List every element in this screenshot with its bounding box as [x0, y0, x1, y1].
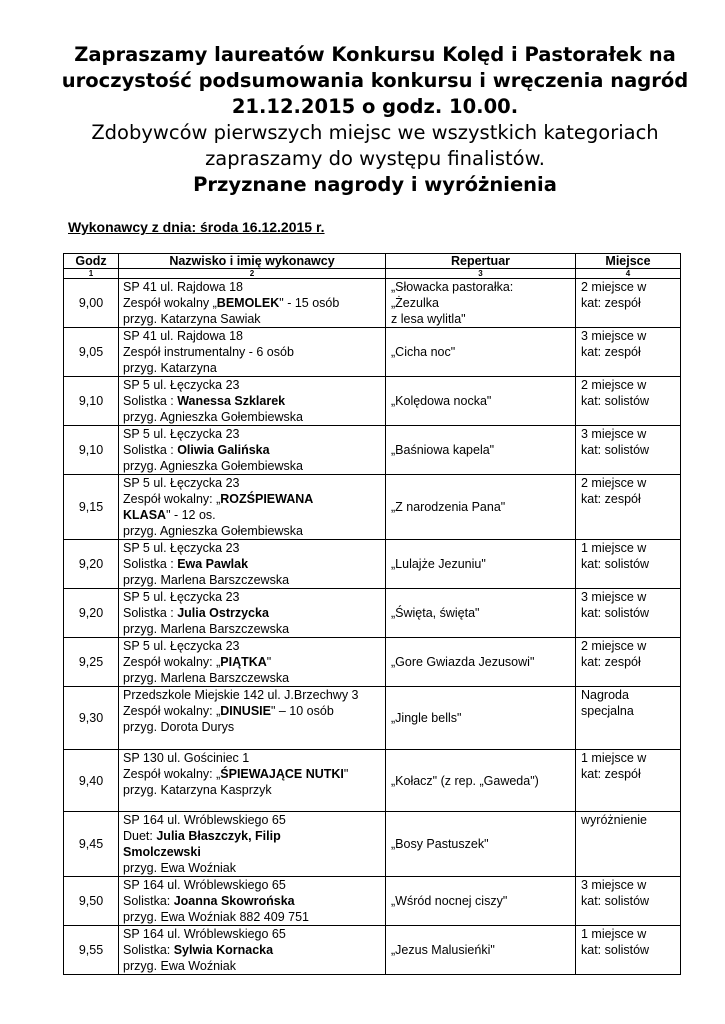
- performer-cell: [119, 926, 386, 975]
- school-address: SP 5 ul. Łęczycka 23: [123, 476, 240, 490]
- header-line-1: Zapraszamy laureatów Konkursu Kolęd i Pastorałek na: [74, 43, 676, 66]
- time-cell: 9,00: [64, 279, 119, 328]
- performers-date-subtitle: Wykonawcy z dnia: środa 16.12.2015 r.: [68, 219, 325, 235]
- performer-type: Zespół wokalny: „: [123, 492, 221, 506]
- performer-name-line: Zespół instrumentalny - 6 osób: [123, 345, 294, 359]
- teacher-line: przyg. Katarzyna Sawiak: [123, 312, 261, 326]
- performer-extra: " - 15 osób: [279, 296, 340, 310]
- table-row: [64, 638, 681, 687]
- repertoire-cell: [386, 279, 576, 328]
- performer-name: ŚPIEWAJĄCE NUTKI: [220, 767, 344, 781]
- school-address: SP 164 ul. Wróblewskiego 65: [123, 813, 286, 827]
- school-address: SP 130 ul. Gościniec 1: [123, 751, 250, 765]
- performer-cell: [119, 426, 386, 475]
- results-table: [63, 253, 681, 975]
- school-address: Przedszkole Miejskie 142 ul. J.Brzechwy 3: [123, 688, 359, 702]
- performer-type: Zespół wokalny „: [123, 296, 217, 310]
- place-category: kat: zespół: [581, 345, 641, 359]
- place-category: kat: zespół: [581, 492, 641, 506]
- document-header: [60, 42, 690, 198]
- performer-cell: [119, 279, 386, 328]
- place-line: 2 miejsce w: [581, 280, 647, 294]
- column-number: 1: [64, 269, 119, 279]
- place-line: 1 miejsce w: [581, 927, 647, 941]
- performer-extra: " - 12 os.: [166, 508, 216, 522]
- place-cell: [576, 638, 681, 687]
- school-address: SP 5 ul. Łęczycka 23: [123, 427, 240, 441]
- time-cell: 9,30: [64, 687, 119, 750]
- repertoire-cell: „Kolędowa nocka": [386, 377, 576, 426]
- table-column-numbers-row: [64, 269, 681, 279]
- place-cell: [576, 812, 681, 877]
- place-category: kat: solistów: [581, 894, 650, 908]
- performer-name: DINUSIE: [220, 704, 271, 718]
- school-address: SP 5 ul. Łęczycka 23: [123, 541, 240, 555]
- repertoire-line: z lesa wylitla": [391, 312, 466, 326]
- repertoire-cell: „Cicha noc": [386, 328, 576, 377]
- performer-name: KLASA: [123, 508, 167, 522]
- repertoire-cell: „Lulajże Jezuniu": [386, 540, 576, 589]
- performer-name: Julia Błaszczyk, Filip: [156, 829, 281, 843]
- teacher-line: przyg. Katarzyna: [123, 361, 217, 375]
- table-row: [64, 377, 681, 426]
- performer-cell: [119, 328, 386, 377]
- header-line-2: uroczystość podsumowania konkursu i wręczenia nagród: [61, 69, 689, 92]
- repertoire-cell: „Baśniowa kapela": [386, 426, 576, 475]
- table-header-row: [64, 254, 681, 269]
- repertoire-cell: „Wśród nocnej ciszy": [386, 877, 576, 926]
- teacher-line: przyg. Ewa Woźniak: [123, 861, 237, 875]
- performer-name-line: [123, 556, 381, 572]
- place-category: kat: solistów: [581, 606, 650, 620]
- place-line: 3 miejsce w: [581, 590, 647, 604]
- performer-type: Solistka:: [123, 894, 174, 908]
- performer-extra: ": [343, 767, 349, 781]
- performer-type: Solistka :: [123, 443, 178, 457]
- table-row: [64, 750, 681, 812]
- teacher-line: przyg. Katarzyna Kasprzyk: [123, 783, 272, 797]
- performer-name: Smolczewski: [123, 845, 201, 859]
- school-address: SP 5 ul. Łęczycka 23: [123, 639, 240, 653]
- repertoire-line: „Żezulka: [391, 296, 439, 310]
- performer-name: Joanna Skowrońska: [173, 894, 295, 908]
- teacher-line: przyg. Marlena Barszczewska: [123, 622, 290, 636]
- table-row: [64, 540, 681, 589]
- place-line: 2 miejsce w: [581, 639, 647, 653]
- place-cell: [576, 687, 681, 750]
- performer-cell: [119, 377, 386, 426]
- place-line: 2 miejsce w: [581, 378, 647, 392]
- time-cell: 9,25: [64, 638, 119, 687]
- teacher-line: przyg. Agnieszka Gołembiewska: [123, 524, 303, 538]
- performer-name: PIĄTKA: [220, 655, 267, 669]
- header-line-6: Przyznane nagrody i wyróżnienia: [193, 173, 557, 196]
- place-line: 1 miejsce w: [581, 751, 647, 765]
- teacher-line: przyg. Ewa Woźniak 882 409 751: [123, 910, 309, 924]
- time-cell: 9,15: [64, 475, 119, 540]
- teacher-line: przyg. Marlena Barszczewska: [123, 671, 290, 685]
- time-cell: 9,55: [64, 926, 119, 975]
- header-line-3: 21.12.2015 o godz. 10.00.: [231, 95, 519, 118]
- school-address: SP 41 ul. Rajdowa 18: [123, 329, 243, 343]
- place-line: 3 miejsce w: [581, 878, 647, 892]
- repertoire-cell: „Święta, święta": [386, 589, 576, 638]
- table-row: [64, 426, 681, 475]
- school-address: SP 5 ul. Łęczycka 23: [123, 378, 240, 392]
- column-number: 4: [576, 269, 681, 279]
- school-address: SP 164 ul. Wróblewskiego 65: [123, 927, 286, 941]
- performer-name-line: [123, 828, 381, 844]
- place-line: 3 miejsce w: [581, 329, 647, 343]
- header-repertoire: Repertuar: [386, 254, 576, 269]
- performer-cell: [119, 475, 386, 540]
- header-performer: Nazwisko i imię wykonawcy: [119, 254, 386, 269]
- performer-type: Zespół wokalny: „: [123, 767, 221, 781]
- performer-name-line: [123, 766, 381, 782]
- performer-type: Duet:: [123, 829, 157, 843]
- repertoire-cell: „Jingle bells": [386, 687, 576, 750]
- place-category: kat: solistów: [581, 443, 650, 457]
- performer-name-line: [123, 295, 381, 311]
- place-line: 1 miejsce w: [581, 541, 647, 555]
- place-category: kat: solistów: [581, 943, 650, 957]
- column-number: 2: [119, 269, 386, 279]
- performer-name: Sylwia Kornacka: [173, 943, 274, 957]
- performer-extra: ": [266, 655, 272, 669]
- teacher-line: przyg. Marlena Barszczewska: [123, 573, 290, 587]
- header-line-4: Zdobywców pierwszych miejsc we wszystkich kategoriach: [91, 121, 659, 144]
- table-row: [64, 812, 681, 877]
- repertoire-line: „Słowacka pastorałka:: [391, 280, 514, 294]
- performer-name-line: [123, 942, 381, 958]
- table-row: [64, 589, 681, 638]
- performer-name: Julia Ostrzycka: [177, 606, 269, 620]
- teacher-line: przyg. Dorota Durys: [123, 720, 235, 734]
- place-line: wyróżnienie: [581, 813, 648, 827]
- table-row: [64, 926, 681, 975]
- header-line-5: zapraszamy do występu finalistów.: [205, 147, 545, 170]
- table-row: [64, 279, 681, 328]
- place-category: kat: solistów: [581, 557, 650, 571]
- performer-type: Zespół wokalny: „: [123, 655, 221, 669]
- teacher-line: przyg. Ewa Woźniak: [123, 959, 237, 973]
- place-cell: [576, 750, 681, 812]
- table-row: [64, 475, 681, 540]
- performer-name: Ewa Pawlak: [177, 557, 249, 571]
- repertoire-cell: „Kołacz" (z rep. „Gaweda"): [386, 750, 576, 812]
- repertoire-cell: „Z narodzenia Pana": [386, 475, 576, 540]
- time-cell: 9,10: [64, 426, 119, 475]
- place-line: 2 miejsce w: [581, 476, 647, 490]
- performer-name-line: [123, 491, 381, 507]
- performer-extra: " – 10 osób: [270, 704, 334, 718]
- teacher-line: przyg. Agnieszka Gołembiewska: [123, 459, 303, 473]
- place-cell: [576, 328, 681, 377]
- performer-name-line: [123, 393, 381, 409]
- performer-name-line: [123, 442, 381, 458]
- performer-name-line: [123, 893, 381, 909]
- performer-type: Zespół wokalny: „: [123, 704, 221, 718]
- place-category: kat: zespół: [581, 296, 641, 310]
- performer-name-line: [123, 703, 381, 719]
- place-cell: [576, 589, 681, 638]
- performer-name-line: [123, 507, 381, 523]
- place-cell: [576, 926, 681, 975]
- place-cell: [576, 377, 681, 426]
- performer-type: Solistka :: [123, 606, 178, 620]
- place-line: 3 miejsce w: [581, 427, 647, 441]
- performer-cell: [119, 750, 386, 812]
- performer-name: ROZŚPIEWANA: [220, 492, 314, 506]
- repertoire-cell: „Bosy Pastuszek": [386, 812, 576, 877]
- time-cell: 9,40: [64, 750, 119, 812]
- performer-type: Solistka :: [123, 557, 178, 571]
- place-category: kat: zespół: [581, 655, 641, 669]
- performer-cell: [119, 638, 386, 687]
- performer-cell: [119, 812, 386, 877]
- table-row: [64, 328, 681, 377]
- performer-type: Solistka:: [123, 943, 174, 957]
- place-cell: [576, 426, 681, 475]
- repertoire-cell: „Gore Gwiazda Jezusowi": [386, 638, 576, 687]
- time-cell: 9,45: [64, 812, 119, 877]
- place-cell: [576, 877, 681, 926]
- performer-name-line: [123, 605, 381, 621]
- time-cell: 9,20: [64, 589, 119, 638]
- performer-type: Solistka :: [123, 394, 178, 408]
- teacher-line: przyg. Agnieszka Gołembiewska: [123, 410, 303, 424]
- header-godz: Godz: [64, 254, 119, 269]
- performer-cell: [119, 589, 386, 638]
- table-row: [64, 687, 681, 750]
- time-cell: 9,20: [64, 540, 119, 589]
- time-cell: 9,05: [64, 328, 119, 377]
- performer-cell: [119, 687, 386, 750]
- performer-cell: [119, 540, 386, 589]
- performer-name: BEMOLEK: [216, 296, 280, 310]
- school-address: SP 5 ul. Łęczycka 23: [123, 590, 240, 604]
- performer-name: Wanessa Szklarek: [177, 394, 286, 408]
- time-cell: 9,50: [64, 877, 119, 926]
- place-category: kat: zespół: [581, 767, 641, 781]
- header-place: Miejsce: [576, 254, 681, 269]
- table-row: [64, 877, 681, 926]
- performer-name: Oliwia Galińska: [177, 443, 270, 457]
- place-cell: [576, 279, 681, 328]
- place-cell: [576, 540, 681, 589]
- place-category: kat: solistów: [581, 394, 650, 408]
- performer-cell: [119, 877, 386, 926]
- performer-name-line: [123, 654, 381, 670]
- place-line: Nagroda: [581, 688, 629, 702]
- time-cell: 9,10: [64, 377, 119, 426]
- place-category: specjalna: [581, 704, 634, 718]
- column-number: 3: [386, 269, 576, 279]
- school-address: SP 164 ul. Wróblewskiego 65: [123, 878, 286, 892]
- school-address: SP 41 ul. Rajdowa 18: [123, 280, 243, 294]
- repertoire-cell: „Jezus Malusieńki": [386, 926, 576, 975]
- place-cell: [576, 475, 681, 540]
